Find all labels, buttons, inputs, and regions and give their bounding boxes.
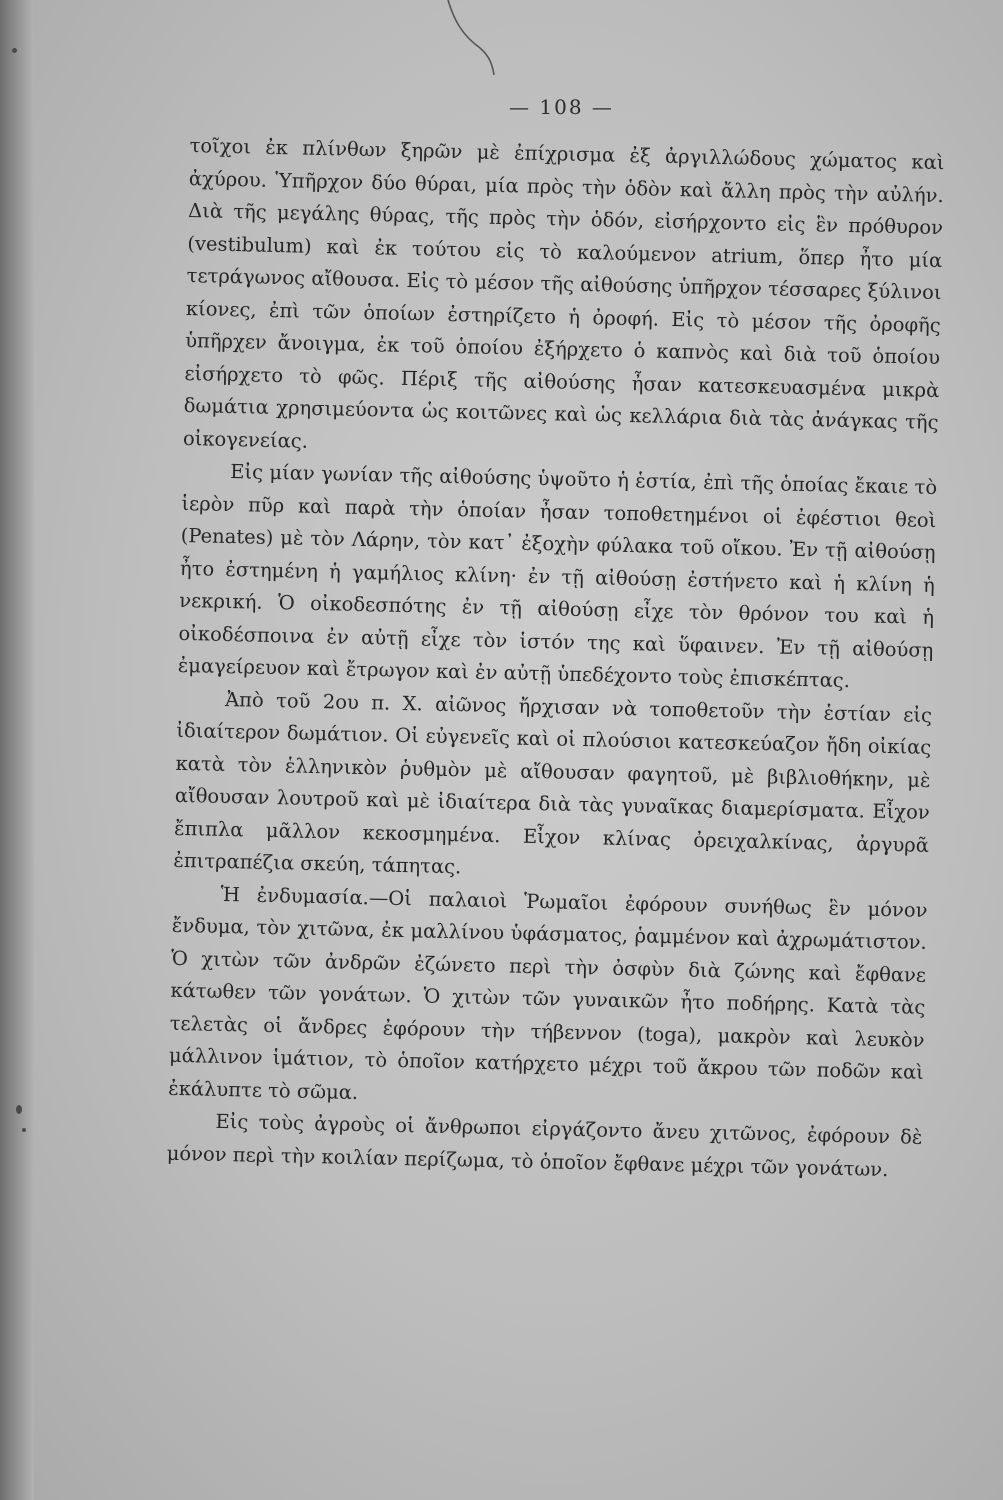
paragraph-4: Ἡ ἐνδυμασία.—Οἱ παλαιοὶ Ῥωμαῖοι ἐφόρουν συνήθως ἓν μόνον ἔνδυμα, τὸν χιτῶνα, ἐκ μαλλίνου ὑφάσματος, ῥαμμένον καὶ ἀχρωμάτιστον. Ὁ χιτὼν τῶν ἀνδρῶν ἐζώνετο περὶ τὴν ὀσφὺν διὰ ζώνης καὶ ἔφθανε κάτωθεν τῶν γονάτων. Ὁ χιτὼν τῶν γυναικῶν ἦτο ποδήρης. Κατὰ τὰς τελετὰς οἱ ἄνδρες ἐφόρουν τὴν τήβεννον (toga), μακρὸν καὶ λευκὸν μάλλινον ἱμάτιον, τὸ ὁποῖον κατήρχετο μέχρι τοῦ ἄκρου τῶν ποδῶν καὶ ἐκάλυπτε τὸ σῶμα. xyxy=(168,882,928,1104)
body-text xyxy=(166,130,944,1187)
page-binding-shadow xyxy=(0,0,34,1500)
paragraph-5: Εἰς τοὺς ἀγροὺς οἱ ἄνθρωποι εἰργάζοντο ἄνευ χιτῶνος, ἐφόρουν δὲ μόνον περὶ τὴν κοιλίαν περίζωμα, τὸ ὁποῖον ἔφθανε μέχρι τῶν γονάτων. xyxy=(166,1109,923,1181)
pencil-stroke-mark xyxy=(440,0,500,75)
ink-speck xyxy=(22,1128,26,1132)
ink-speck xyxy=(16,1105,22,1114)
ink-speck xyxy=(12,48,17,53)
paragraph-1: τοῖχοι ἐκ πλίνθων ξηρῶν μὲ ἐπίχρισμα ἐξ ἀργιλλώδους χώματος καὶ ἀχύρου. Ὑπῆρχον δύο θύραι, μία πρὸς τὴν ὁδὸν καὶ ἄλλη πρὸς τὴν αὐλήν. Διὰ τῆς μεγάλης θύρας, τῆς πρὸς τὴν ὁδόν, εἰσήρχοντο εἰς ἓν πρόθυρον (vestibulum) καὶ ἐκ τούτου εἰς τὸ καλούμενον atrium, ὅπερ ἦτο μία τετράγωνος αἴθουσα. Εἰς τὸ μέσον τῆς αἰθούσης ὑπῆρχον τέσσαρες ξύλινοι κίονες, ἐπὶ τῶν ὁποίων ἐστηρίζετο ἡ ὀροφή. Εἰς τὸ μέσον τῆς ὀροφῆς ὑπῆρχεν ἄνοιγμα, ἐκ τοῦ ὁποίου ἐξήρχετο ὁ καπνὸς καὶ διὰ τοῦ ὁποίου εἰσήρχετο τὸ φῶς. Πέριξ τῆς αἰθούσης ἦσαν κατεσκευασμένα μικρὰ δωμάτια χρησιμεύοντα ὡς κοιτῶνες καὶ ὡς κελλάρια διὰ τὰς ἀνάγκας τῆς οἰκογενείας. xyxy=(182,133,945,453)
page-number: — 108 — xyxy=(509,95,614,119)
paragraph-2: Εἰς μίαν γωνίαν τῆς αἰθούσης ὑψοῦτο ἡ ἑστία, ἐπὶ τῆς ὁποίας ἔκαιε τὸ ἱερὸν πῦρ καὶ παρὰ τὴν ὁποίαν ἦσαν τοποθετημένοι οἱ ἐφέστιοι θεοὶ (Penates) μὲ τὸν Λάρην, τὸν κατ᾽ ἐξοχὴν φύλακα τοῦ οἴκου. Ἐν τῇ αἰθούσῃ ἦτο ἐστημένη ἡ γαμήλιος κλίνη· ἐν τῇ αἰθούσῃ ἐστήνετο καὶ ἡ κλίνη ἡ νεκρική. Ὁ οἰκοδεσπότης ἐν τῇ αἰθούσῃ εἶχε τὸν θρόνον του καὶ ἡ οἰκοδέσποινα ἐν αὐτῇ εἶχε τὸν ἱστόν της καὶ ὕφαινεν. Ἐν τῇ αἰθούσῃ ἐμαγείρευον καὶ ἔτρωγον καὶ ἐν αὐτῇ ὑπεδέχοντο τοὺς ἐπισκέπτας. xyxy=(177,460,938,693)
paragraph-3: Ἀπὸ τοῦ 2ου π. Χ. αἰῶνος ἤρχισαν νὰ τοποθετοῦν τὴν ἑστίαν εἰς ἰδιαίτερον δωμάτιον. Οἱ εὐγενεῖς καὶ οἱ πλούσιοι κατεσκεύαζον ἤδη οἰκίας κατὰ τὸν ἑλληνικὸν ῥυθμὸν μὲ αἴθουσαν φαγητοῦ, μὲ βιβλιοθήκην, μὲ αἴθουσαν λουτροῦ καὶ μὲ ἰδιαίτερα διὰ τὰς γυναῖκας διαμερίσματα. Εἶχον ἔπιπλα μᾶλλον κεκοσμημένα. Εἶχον κλίνας ὀρειχαλκίνας, ἀργυρᾶ ἐπιτραπέζια σκεύη, τάπητας. xyxy=(173,687,933,879)
